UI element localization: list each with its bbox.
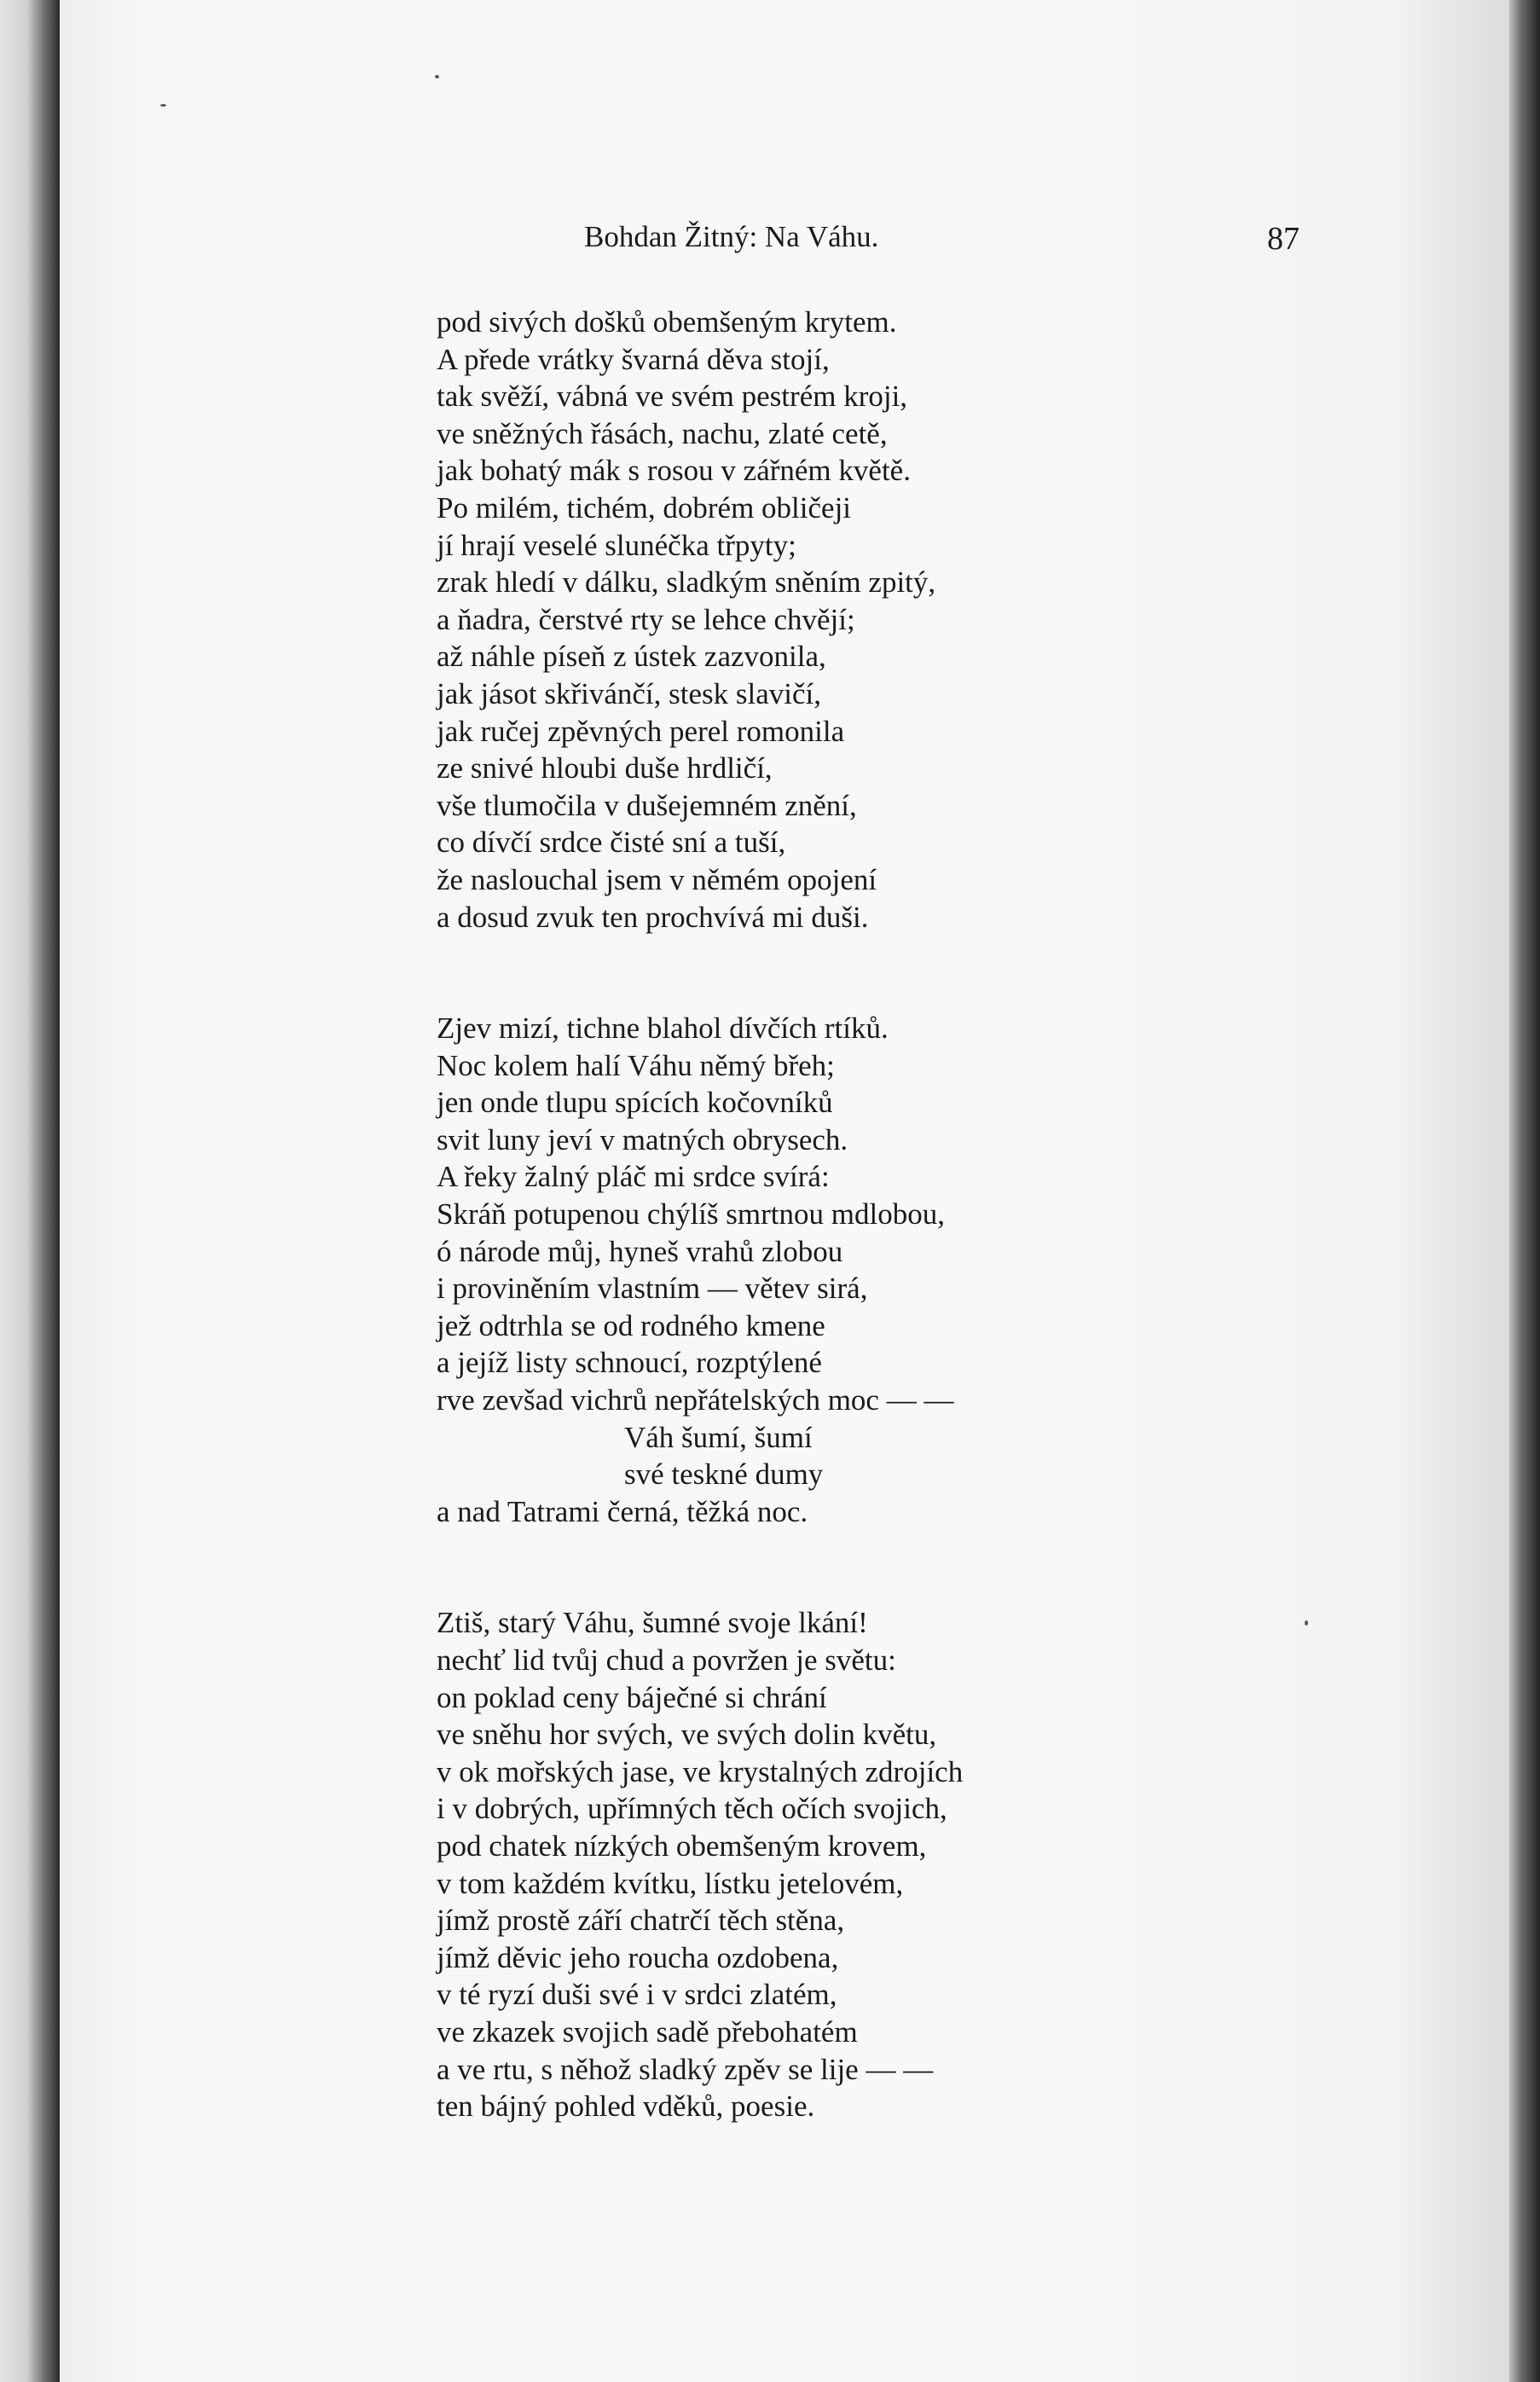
- verse-line: A přede vrátky švarná děva stojí,: [437, 342, 830, 376]
- verse-line: svit luny jeví v matných obrysech.: [437, 1122, 848, 1156]
- verse-line: Noc kolem halí Váhu němý břeh;: [437, 1048, 835, 1082]
- verse-line: i proviněním vlastním — větev sirá,: [437, 1272, 868, 1306]
- verse-line: zrak hledí v dálku, sladkým sněním zpitý,: [437, 565, 936, 600]
- verse-line: Zjev mizí, tichne blahol dívčích rtíků.: [437, 1011, 889, 1046]
- page-header: [520, 220, 1300, 263]
- verse-line: ve sněhu hor svých, ve svých dolin květu,: [437, 1718, 937, 1752]
- verse-line: co dívčí srdce čisté sní a tuší,: [437, 826, 786, 860]
- verse-line: vše tlumočila v dušejemném znění,: [437, 788, 857, 822]
- verse-line: i v dobrých, upřímných těch očích svojich,: [437, 1792, 947, 1826]
- verse-line: a dosud zvuk ten prochvívá mi duši.: [437, 900, 869, 934]
- verse-line: jen onde tlupu spících kočovníků: [437, 1086, 833, 1120]
- verse-line: jímž děvic jeho roucha ozdobena,: [437, 1940, 839, 1974]
- verse-line: pod chatek nízkých obemšeným krovem,: [437, 1829, 927, 1863]
- verse-line: že naslouchal jsem v němém opojení: [437, 862, 877, 896]
- verse-line: a jejíž listy schnoucí, rozptýlené: [437, 1346, 822, 1380]
- verse-line: ze snivé hloubi duše hrdličí,: [437, 751, 773, 785]
- verse-line: Skráň potupenou chýlíš smrtnou mdlobou,: [437, 1197, 945, 1232]
- stanza-3: [437, 1604, 1204, 2124]
- verse-line: pod sivých došků obemšeným krytem.: [437, 305, 897, 339]
- verse-line: jak jásot skřivánčí, stesk slavičí,: [437, 676, 822, 710]
- verse-line-indented: Váh šumí, šumí: [624, 1420, 813, 1454]
- paper-speck: [435, 75, 439, 78]
- paper-speck: [160, 104, 166, 107]
- verse-line: Ztiš, starý Váhu, šumné svoje lkání!: [437, 1606, 868, 1640]
- book-gutter-left: [0, 0, 60, 2382]
- verse-line: ó národe můj, hyneš vrahů zlobou: [437, 1234, 843, 1268]
- verse-line-indented: své teskné dumy: [624, 1458, 824, 1492]
- verse-line: až náhle píseň z ústek zazvonila,: [437, 640, 826, 674]
- stanza-2: [437, 1010, 1204, 1530]
- page-number: 87: [1267, 221, 1300, 257]
- verse-line: jež odtrhla se od rodného kmene: [437, 1308, 825, 1342]
- paper-speck: [1305, 1620, 1308, 1626]
- stanza-1: [437, 304, 1204, 936]
- verse-line: v tom každém kvítku, lístku jetelovém,: [437, 1866, 904, 1900]
- verse-line: on poklad ceny báječné si chrání: [437, 1680, 827, 1714]
- verse-line: v té ryzí duši své i v srdci zlatém,: [437, 1978, 837, 2012]
- verse-line: v ok mořských jase, ve krystalných zdrojích: [437, 1754, 964, 1788]
- verse-line: ve sněžných řásách, nachu, zlaté cetě,: [437, 416, 888, 450]
- verse-line: A řeky žalný pláč mi srdce svírá:: [437, 1160, 830, 1194]
- poem-text: [437, 304, 1204, 2199]
- verse-line: ten bájný pohled vděků, poesie.: [437, 2089, 815, 2124]
- running-head: Bohdan Žitný: Na Váhu.: [584, 220, 879, 253]
- verse-line: jímž prostě září chatrčí těch stěna,: [437, 1904, 845, 1938]
- verse-line: nechť lid tvůj chud a povržen je světu:: [437, 1643, 896, 1677]
- book-edge-right: [1509, 0, 1540, 2382]
- verse-line: jak bohatý mák s rosou v zářném květě.: [437, 454, 911, 488]
- verse-line: a ňadra, čerstvé rty se lehce chvějí;: [437, 602, 855, 636]
- verse-line: a nad Tatrami černá, těžká noc.: [437, 1494, 808, 1528]
- verse-line: jí hrají veselé slunéčka třpyty;: [437, 528, 796, 562]
- verse-line: tak svěží, vábná ve svém pestrém kroji,: [437, 380, 908, 414]
- verse-line: a ve rtu, s něhož sladký zpěv se lije — —: [437, 2052, 934, 2086]
- verse-line: ve zkazek svojich sadě přebohatém: [437, 2014, 858, 2049]
- verse-line: Po milém, tichém, dobrém obličeji: [437, 490, 852, 525]
- verse-line: jak ručej zpěvných perel romonila: [437, 714, 845, 748]
- verse-line: rve zevšad vichrů nepřátelských moc — —: [437, 1383, 954, 1417]
